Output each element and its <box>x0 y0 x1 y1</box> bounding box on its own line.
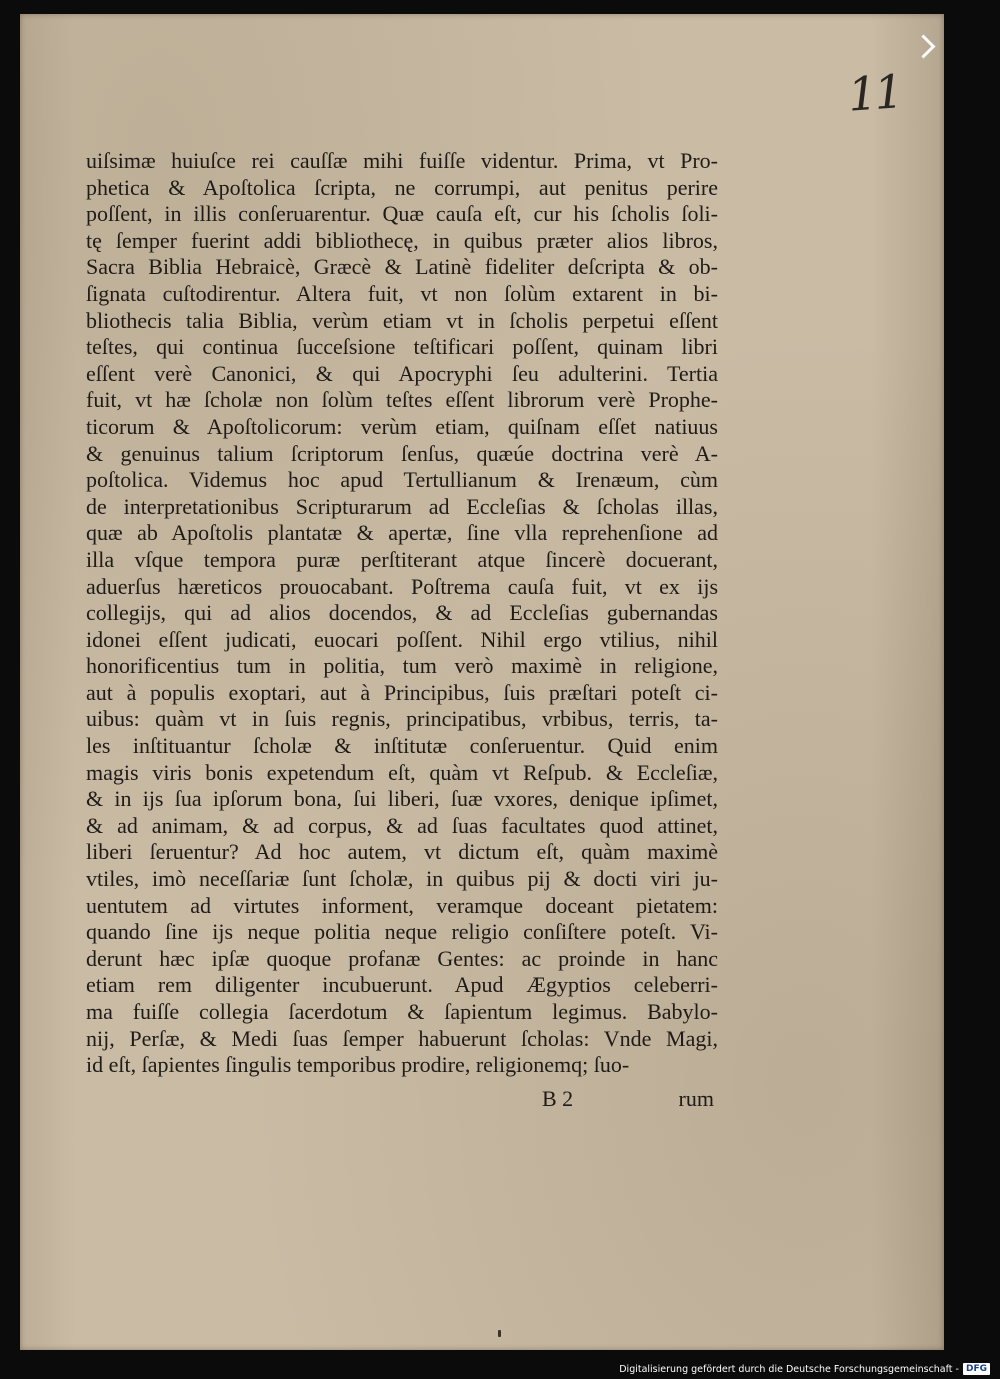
text-line: quæ ab Apoſtolis plantatæ & apertæ, ſine vlla reprehenſione ad <box>86 520 718 546</box>
text-line: ſignata cuſtodirentur. Altera fuit, vt non ſolùm extarent in bi- <box>86 280 718 306</box>
text-line: vtiles, imò neceſſariæ ſunt ſcholæ, in quibus pij & docti viri ju- <box>86 866 718 892</box>
text-line: id eſt, ſapientes ſingulis temporibus prodire, religionemq; ſuo- <box>86 1052 630 1078</box>
corner-chevron-icon <box>911 34 935 58</box>
text-line: collegijs, qui ad alios docendos, & ad Eccleſias gubernandas <box>86 600 718 626</box>
text-line: poſtolica. Videmus hoc apud Tertullianum & Irenæum, cùm <box>86 467 718 493</box>
text-line: tę ſemper fuerint addi bibliothecę, in quibus præter alios libros, <box>86 227 718 253</box>
folio-number: 11 <box>846 64 903 122</box>
text-line: aduerſus hæreticos prouocabant. Poſtrema cauſa fuit, vt ex ijs <box>86 573 718 599</box>
body-text <box>86 148 718 1079</box>
text-line: illa vſque tempora puræ perſtiterant atque ſincerè docuerant, <box>86 546 718 572</box>
text-line: & genuinus talium ſcriptorum ſenſus, quæúe doctrina verè A- <box>86 440 718 466</box>
credit-text: Digitalisierung gefördert durch die Deutsche Forschungsgemeinschaft - <box>619 1363 959 1375</box>
text-line: quando ſine ijs neque politia neque religio conſiſtere poteſt. Vi- <box>86 919 718 945</box>
text-line: uibus: quàm vt in ſuis regnis, principatibus, vrbibus, terris, ta- <box>86 706 718 732</box>
text-line: & in ijs ſua ipſorum bona, ſui liberi, ſuæ vxores, denique ipſimet, <box>86 786 718 812</box>
text-line: derunt hæc ipſæ quoque profanæ Gentes: ac proinde in hanc <box>86 945 718 971</box>
text-line: de interpretationibus Scripturarum ad Eccleſias & ſcholas illas, <box>86 493 718 519</box>
text-line: etiam rem diligenter incubuerunt. Apud Ægyptios celeberri- <box>86 972 718 998</box>
page-foot-line <box>86 1086 714 1116</box>
text-line: liberi ſeruentur? Ad hoc autem, vt dictum eſt, quàm maximè <box>86 839 718 865</box>
text-line: idonei eſſent judicati, euocari poſſent. Nihil ergo vtilius, nihil <box>86 626 718 652</box>
text-line: nij, Perſæ, & Medi ſuas ſemper habuerunt ſcholas: Vnde Magi, <box>86 1025 718 1051</box>
text-line: bliothecis talia Biblia, verùm etiam vt in ſcholis perpetui eſſent <box>86 307 718 333</box>
catchword: rum <box>678 1086 714 1111</box>
dfg-logo-icon: DFG <box>963 1363 990 1375</box>
text-line: ma fuiſſe collegia ſacerdotum & ſapientum legimus. Babylo- <box>86 999 718 1024</box>
ink-speck <box>498 1330 501 1337</box>
text-line: poſſent, in illis conſeruarentur. Quæ cauſa eſt, cur his ſcholis ſoli- <box>86 201 718 227</box>
text-line: magis viris bonis expetendum eſt, quàm vt Reſpub. & Eccleſiæ, <box>86 759 718 785</box>
text-line: aut à populis exoptari, aut à Principibus, ſuis præſtari poteſt ci- <box>86 679 718 705</box>
text-line: & ad animam, & ad corpus, & ad ſuas facultates quod attinet, <box>86 812 718 838</box>
text-line: les inſtituantur ſcholæ & inſtitutæ conſeruentur. Quid enim <box>86 733 718 759</box>
book-page <box>20 14 944 1350</box>
text-line: ticorum & Apoſtolicorum: verùm etiam, quiſnam eſſet natiuus <box>86 413 718 439</box>
text-line: Sacra Biblia Hebraicè, Græcè & Latinè fideliter deſcripta & ob- <box>86 254 718 280</box>
digitization-credit <box>619 1363 990 1375</box>
text-line: honorificentius tum in politia, tum verò maximè in religione, <box>86 653 718 679</box>
text-line: eſſent verè Canonici, & qui Apocryphi ſeu adulterini. Tertia <box>86 360 718 386</box>
text-line: uentutem ad virtutes informent, veramque doceant pietatem: <box>86 892 718 918</box>
text-line: uiſsimæ huiuſce rei cauſſæ mihi fuiſſe videntur. Prima, vt Pro- <box>86 148 718 173</box>
text-line: phetica & Apoſtolica ſcripta, ne corrumpi, aut penitus perire <box>86 174 718 200</box>
signature-mark: B 2 <box>542 1086 574 1111</box>
text-line: fuit, vt hæ ſcholæ non ſolùm teſtes eſſent librorum verè Prophe- <box>86 387 718 413</box>
text-line: teſtes, qui continua ſucceſsione teſtificari poſſent, quinam libri <box>86 334 718 360</box>
